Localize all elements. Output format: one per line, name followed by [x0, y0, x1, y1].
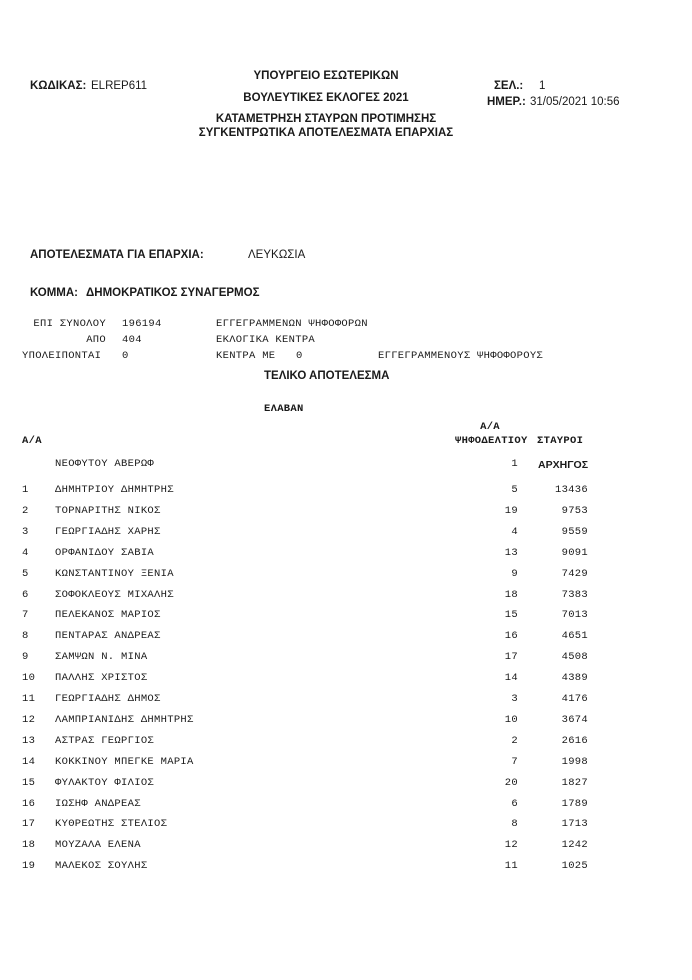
leader-name: ΝΕΟΦΥΤΟΥ ΑΒΕΡΩΦ: [55, 458, 155, 470]
candidate-ballot: 3: [511, 693, 518, 705]
candidate-name: ΚΟΚΚΙΝΟΥ ΜΠΕΓΚΕ ΜΑΡΙΑ: [55, 755, 194, 768]
candidate-votes: 1789: [561, 797, 588, 810]
table-row: [0, 672, 692, 692]
table-row: [0, 777, 692, 797]
page-label: ΣΕΛ.:: [494, 80, 524, 92]
candidate-votes: 1242: [561, 839, 588, 852]
table-row: [0, 756, 692, 776]
candidate-aa: 14: [22, 755, 36, 768]
candidate-ballot: 15: [504, 609, 518, 622]
candidate-aa: 9: [22, 651, 29, 664]
table-row: [0, 505, 692, 525]
candidate-votes: 1998: [561, 755, 588, 768]
total-value: 196194: [122, 318, 162, 330]
candidate-name: ΠΕΛΕΚΑΝΟΣ ΜΑΡΙΟΣ: [55, 609, 161, 622]
candidate-aa: 4: [22, 546, 29, 559]
candidate-name: ΓΕΩΡΓΙΑΔΗΣ ΔΗΜΟΣ: [55, 693, 161, 705]
candidate-name: ΙΩΣΗΦ ΑΝΔΡΕΑΣ: [55, 797, 141, 810]
candidate-ballot: 16: [504, 630, 518, 643]
candidate-ballot: 18: [504, 588, 518, 601]
table-row: [0, 798, 692, 818]
candidate-name: ΓΕΩΡΓΙΑΔΗΣ ΧΑΡΗΣ: [55, 525, 161, 538]
candidate-name: ΔΗΜΗΤΡΙΟΥ ΔΗΜΗΤΡΗΣ: [55, 484, 174, 496]
remaining-value: 0: [122, 350, 129, 362]
candidate-votes: 9091: [561, 546, 588, 559]
total-text: ΕΓΓΕΓΡΑΜΜΕΝΩΝ ΨΗΦΟΦΟΡΩΝ: [216, 318, 368, 330]
ministry-title: ΥΠΟΥΡΓΕΙΟ ΕΣΩΤΕΡΙΚΩΝ: [253, 70, 399, 82]
candidate-aa: 10: [22, 672, 36, 685]
candidate-name: ΟΡΦΑΝΙΔΟΥ ΣΑΒΙΑ: [55, 546, 155, 559]
remaining-label: ΥΠΟΛΕΙΠΟΝΤΑΙ: [22, 350, 102, 362]
candidate-name: ΠΕΝΤΑΡΑΣ ΑΝΔΡΕΑΣ: [55, 630, 161, 643]
candidate-aa: 11: [22, 693, 36, 705]
table-row: [0, 651, 692, 671]
candidate-votes: 3674: [561, 713, 588, 726]
candidate-votes: 2616: [561, 734, 588, 747]
candidate-aa: 5: [22, 567, 29, 580]
candidate-aa: 2: [22, 504, 29, 517]
table-row: [0, 547, 692, 567]
code-value: ELREP611: [91, 80, 148, 92]
candidate-ballot: 8: [511, 818, 518, 831]
party-value: ΔΗΜΟΚΡΑΤΙΚΟΣ ΣΥΝΑΓΕΡΜΟΣ: [86, 287, 260, 299]
table-row: [0, 484, 692, 504]
candidate-name: ΤΟΡΝΑΡΙΤΗΣ ΝΙΚΟΣ: [55, 504, 161, 517]
received-heading: ΕΛΑΒΑΝ: [264, 403, 304, 415]
candidate-ballot: 4: [511, 525, 518, 538]
table-row: [0, 839, 692, 859]
district-value: ΛΕΥΚΩΣΙΑ: [248, 249, 306, 261]
date-label: ΗΜΕΡ.:: [487, 96, 526, 108]
candidate-votes: 7429: [561, 567, 588, 580]
total-label: ΕΠΙ ΣΥΝΟΛΟΥ: [33, 318, 106, 330]
candidate-ballot: 11: [504, 860, 518, 873]
candidate-votes: 4508: [561, 651, 588, 664]
candidate-aa: 8: [22, 630, 29, 643]
candidate-votes: 4389: [561, 672, 588, 685]
from-text: ΕΚΛΟΓΙΚΑ ΚΕΝΤΡΑ: [216, 334, 316, 346]
candidate-name: ΜΟΥΖΑΛΑ ΕΛΕΝΑ: [55, 839, 141, 852]
election-title: ΒΟΥΛΕΥΤΙΚΕΣ ΕΚΛΟΓΕΣ 2021: [243, 92, 409, 104]
candidate-ballot: 20: [504, 776, 518, 789]
from-label: ΑΠΟ: [86, 334, 106, 346]
candidate-votes: 4651: [561, 630, 588, 643]
candidate-votes: 1025: [561, 860, 588, 873]
candidate-name: ΣΟΦΟΚΛΕΟΥΣ ΜΙΧΑΛΗΣ: [55, 588, 174, 601]
table-row: [0, 714, 692, 734]
candidate-ballot: 5: [511, 484, 518, 496]
candidate-aa: 19: [22, 860, 36, 873]
table-row: [0, 589, 692, 609]
centres-label: ΚΕΝΤΡΑ ΜΕ: [216, 350, 276, 362]
table-row: [0, 568, 692, 588]
column-ballot: ΨΗΦΟΔΕΛΤΙΟΥ: [455, 435, 528, 447]
table-row: [0, 693, 692, 713]
candidate-ballot: 10: [504, 713, 518, 726]
table-row: [0, 609, 692, 629]
candidate-votes: 4176: [561, 693, 588, 705]
leader-ballot: 1: [511, 458, 518, 470]
candidate-ballot: 6: [511, 797, 518, 810]
candidate-name: ΜΑΛΕΚΟΣ ΣΟΥΛΗΣ: [55, 860, 148, 873]
column-ballot-aa: Α/Α: [480, 421, 500, 433]
candidate-aa: 6: [22, 588, 29, 601]
from-value: 404: [122, 334, 142, 346]
table-row: [0, 526, 692, 546]
candidate-name: ΚΩΝΣΤΑΝΤΙΝΟΥ ΞΕΝΙΑ: [55, 567, 174, 580]
code-label: ΚΩΔΙΚΑΣ:: [30, 80, 87, 92]
candidate-ballot: 12: [504, 839, 518, 852]
candidate-ballot: 14: [504, 672, 518, 685]
candidate-name: ΠΑΛΛΗΣ ΧΡΙΣΤΟΣ: [55, 672, 148, 685]
candidate-aa: 7: [22, 609, 29, 622]
candidate-ballot: 19: [504, 504, 518, 517]
final-result-heading: ΤΕΛΙΚΟ ΑΠΟΤΕΛΕΣΜΑ: [264, 370, 390, 382]
party-label: ΚΟΜΜΑ:: [30, 287, 79, 299]
table-row: [0, 735, 692, 755]
centres-value: 0: [296, 350, 303, 362]
candidate-votes: 1827: [561, 776, 588, 789]
candidate-ballot: 7: [511, 755, 518, 768]
centres-text: ΕΓΓΕΓΡΑΜΜΕΝΟΥΣ ΨΗΦΟΦΟΡΟΥΣ: [378, 350, 544, 362]
candidate-ballot: 2: [511, 734, 518, 747]
table-row: [0, 818, 692, 838]
candidate-votes: 9753: [561, 504, 588, 517]
candidate-name: ΣΑΜΨΩΝ Ν. ΜΙΝΑ: [55, 651, 148, 664]
date-value: 31/05/2021 10:56: [530, 96, 620, 108]
report-title-line1: ΚΑΤΑΜΕΤΡΗΣΗ ΣΤΑΥΡΩΝ ΠΡΟΤΙΜΗΣΗΣ: [215, 113, 437, 125]
candidate-votes: 13436: [554, 484, 588, 496]
column-aa: Α/Α: [22, 435, 42, 447]
candidate-name: ΦΥΛΑΚΤΟΥ ΦΙΛΙΟΣ: [55, 776, 155, 789]
leader-row: [0, 458, 692, 478]
candidate-ballot: 17: [504, 651, 518, 664]
candidate-aa: 17: [22, 818, 36, 831]
candidate-ballot: 13: [504, 546, 518, 559]
page-number: 1: [539, 80, 546, 92]
candidate-aa: 13: [22, 734, 36, 747]
table-row: [0, 860, 692, 880]
candidate-name: ΚΥΘΡΕΩΤΗΣ ΣΤΕΛΙΟΣ: [55, 818, 168, 831]
candidate-aa: 1: [22, 484, 29, 496]
candidate-aa: 15: [22, 776, 36, 789]
candidate-aa: 16: [22, 797, 36, 810]
district-label: ΑΠΟΤΕΛΕΣΜΑΤΑ ΓΙΑ ΕΠΑΡΧΙΑ:: [30, 249, 204, 261]
table-row: [0, 630, 692, 650]
candidate-aa: 18: [22, 839, 36, 852]
candidate-name: ΑΣΤΡΑΣ ΓΕΩΡΓΙΟΣ: [55, 734, 155, 747]
candidate-votes: 7383: [561, 588, 588, 601]
candidate-votes: 7013: [561, 609, 588, 622]
candidate-votes: 1713: [561, 818, 588, 831]
candidate-aa: 12: [22, 713, 36, 726]
candidate-ballot: 9: [511, 567, 518, 580]
report-title-line2: ΣΥΓΚΕΝΤΡΩΤΙΚΑ ΑΠΟΤΕΛΕΣΜΑΤΑ ΕΠΑΡΧΙΑΣ: [198, 127, 454, 139]
leader-votes: ΑΡΧΗΓΟΣ: [538, 459, 588, 471]
candidate-name: ΛΑΜΠΡΙΑΝΙΔΗΣ ΔΗΜΗΤΡΗΣ: [55, 713, 194, 726]
candidate-aa: 3: [22, 525, 29, 538]
candidate-votes: 9559: [561, 525, 588, 538]
column-votes: ΣΤΑΥΡΟΙ: [537, 435, 584, 447]
